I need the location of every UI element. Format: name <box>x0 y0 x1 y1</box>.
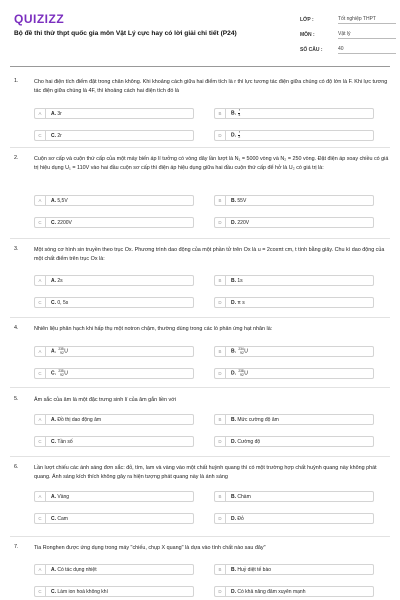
option-label: C. <box>51 219 56 226</box>
option-text: Tần số <box>57 438 73 445</box>
option-label: D. <box>231 515 236 522</box>
option-label: B. <box>231 566 236 573</box>
option-text: Đồ thị dao động âm <box>57 416 102 423</box>
option-d[interactable] <box>214 513 374 524</box>
mass-number: 238 <box>238 369 244 374</box>
option-label: B. <box>231 493 236 500</box>
option-letter: D <box>215 298 226 307</box>
mass-number: 235 <box>58 369 64 374</box>
option-text: 0, 5s <box>57 299 69 306</box>
question-number: 5. <box>14 396 19 402</box>
option-c[interactable] <box>34 297 194 308</box>
question-divider <box>10 238 390 239</box>
option-c[interactable] <box>34 586 194 597</box>
isotope-numbers <box>238 370 243 377</box>
option-b[interactable] <box>214 414 374 425</box>
meta-label: MÔN : <box>300 31 315 38</box>
option-letter: C <box>35 131 46 140</box>
option-text: Đỏ <box>237 515 244 522</box>
option-letter: B <box>215 276 226 285</box>
option-letter: C <box>35 587 46 596</box>
meta-value: Vật lý <box>338 31 396 39</box>
option-letter: B <box>215 109 226 118</box>
option-a[interactable] <box>34 414 194 425</box>
option-letter: B <box>215 196 226 205</box>
meta-row-subject <box>300 27 396 42</box>
option-c[interactable] <box>34 368 194 379</box>
option-label: A. <box>51 110 56 117</box>
question-number: 3. <box>14 246 19 252</box>
option-letter: B <box>215 492 226 501</box>
option-label: C. <box>51 515 56 522</box>
option-letter: C <box>35 298 46 307</box>
option-letter: C <box>35 369 46 378</box>
option-text: Có tác dụng nhiệt <box>57 566 97 573</box>
option-label: A. <box>51 348 56 355</box>
quizizz-logo: QUIZIZZ <box>14 12 65 26</box>
option-text: Huỷ diệt tế bào <box>237 566 272 573</box>
question-text: Cuộn sơ cấp và cuộn thứ cấp của một máy biến áp lí tưởng có vòng dây lần lượt là N₁ = 5000 vòng và N₂ = 250 vòng. Đặt điện áp xoay chiều có giá trị hiệu dụng U₁ = 110V vào hai đầu cuộn sơ cấp thì điện áp hiệu dụng giữa hai đầu cuộn thứ cấp để hở là U₂ có giá trị là: <box>34 156 389 171</box>
option-letter: D <box>215 218 226 227</box>
option-text: 5,5V <box>57 197 68 204</box>
option-a[interactable] <box>34 491 194 502</box>
option-c[interactable] <box>34 436 194 447</box>
option-d[interactable] <box>214 130 374 141</box>
option-label: A. <box>51 197 56 204</box>
option-label: D. <box>231 299 236 306</box>
option-text: 3r <box>57 110 62 117</box>
header-divider <box>10 66 390 67</box>
atomic-number: 92 <box>240 372 244 377</box>
option-label: B. <box>231 348 236 355</box>
option-text: 2s <box>57 277 63 284</box>
option-letter: C <box>35 437 46 446</box>
option-c[interactable] <box>34 130 194 141</box>
isotope-numbers <box>58 348 63 355</box>
option-label: B. <box>231 277 236 284</box>
option-b[interactable] <box>214 346 374 357</box>
option-c[interactable] <box>34 513 194 524</box>
fraction <box>238 109 240 117</box>
option-letter: A <box>35 492 46 501</box>
meta-label: SỐ CÂU : <box>300 46 323 53</box>
fraction-numerator: r <box>238 108 240 113</box>
option-letter: A <box>35 347 46 356</box>
option-label: B. <box>231 110 236 117</box>
option-label: D. <box>231 588 236 595</box>
meta-value: 40 <box>338 46 396 54</box>
option-letter: D <box>215 514 226 523</box>
option-b[interactable] <box>214 564 374 575</box>
question-number: 7. <box>14 544 19 550</box>
question-divider <box>10 387 390 388</box>
meta-label: LỚP : <box>300 16 314 23</box>
mass-number: 235 <box>58 347 64 352</box>
option-letter: A <box>35 565 46 574</box>
option-d[interactable] <box>214 586 374 597</box>
isotope-numbers <box>238 348 243 355</box>
option-label: D. <box>231 219 236 226</box>
option-text: Có khả năng đâm xuyên mạnh <box>237 588 306 595</box>
option-d[interactable] <box>214 436 374 447</box>
meta-value: Tốt nghiệp THPT <box>338 16 396 24</box>
option-d[interactable] <box>214 368 374 379</box>
option-letter: D <box>215 369 226 378</box>
option-letter: D <box>215 587 226 596</box>
option-letter: A <box>35 196 46 205</box>
option-label: C. <box>51 132 56 139</box>
element-symbol: U <box>64 348 68 355</box>
option-text: 220V <box>237 219 250 226</box>
option-letter: B <box>215 347 226 356</box>
option-label: C. <box>51 299 56 306</box>
question-text: Âm sắc của âm là một đặc trưng sinh lí của âm gắn liền với <box>34 397 176 403</box>
option-b[interactable] <box>214 195 374 206</box>
question-text: Tia Ronghen được ứng dụng trong máy "chiếu, chụp X quang" là dựa vào tính chất nào sau đây" <box>34 545 266 551</box>
element-symbol: U <box>244 348 248 355</box>
option-b[interactable] <box>214 275 374 286</box>
page-header <box>0 0 400 64</box>
element-symbol: U <box>244 370 248 377</box>
option-letter: D <box>215 437 226 446</box>
option-text: 2r <box>57 132 62 139</box>
option-d[interactable] <box>214 297 374 308</box>
option-letter: A <box>35 276 46 285</box>
question-divider <box>10 147 390 148</box>
option-c[interactable] <box>34 217 194 228</box>
option-b[interactable] <box>214 491 374 502</box>
option-text: Cường độ <box>237 438 261 445</box>
mass-number: 234 <box>238 347 244 352</box>
option-a[interactable] <box>34 108 194 119</box>
option-letter: C <box>35 218 46 227</box>
option-label: B. <box>231 197 236 204</box>
option-letter: C <box>35 514 46 523</box>
isotope-numbers <box>58 370 63 377</box>
option-a[interactable] <box>34 195 194 206</box>
option-text: 1s <box>237 277 243 284</box>
page-title: Bộ đề thi thử thpt quốc gia môn Vật Lý cực hay có lời giải chi tiết (P24) <box>14 30 237 37</box>
fraction <box>238 131 240 139</box>
option-a[interactable] <box>34 275 194 286</box>
option-text: Vàng <box>57 493 70 500</box>
question-number: 1. <box>14 78 19 84</box>
option-text: Làm ion hoá không khí <box>57 588 108 595</box>
option-a[interactable] <box>34 346 194 357</box>
question-number: 2. <box>14 155 19 161</box>
option-label: D. <box>231 438 236 445</box>
atomic-number: 92 <box>240 350 244 355</box>
option-letter: B <box>215 415 226 424</box>
question-divider <box>10 317 390 318</box>
option-text: π s <box>237 299 245 306</box>
question-text: Cho hai điện tích điểm đặt trong chân không. Khi khoảng cách giữa hai điểm tích là r thì lực tương tác điện giữa chúng có độ lớn là F. Khi lực tương tác điện giữa chúng là 4F, thì khoảng cách hai điện tích đó là <box>34 79 388 94</box>
option-label: A. <box>51 566 56 573</box>
question-divider <box>10 456 390 457</box>
option-label: D. <box>231 132 236 139</box>
option-text: Chàm <box>237 493 251 500</box>
option-label: A. <box>51 277 56 284</box>
question-text: Lần lượt chiếu các ánh sáng đơn sắc: đỏ, tím, lam và vàng vào một chất huỳnh quang thì có một trường hợp chất huỳnh quang này không phát quang. Ánh sáng kích thích không gây ra hiện tượng phát quang này là ánh sáng <box>34 465 377 480</box>
option-label: B. <box>231 416 236 423</box>
element-symbol: U <box>64 370 68 377</box>
meta-row-count <box>300 42 396 57</box>
question-number: 4. <box>14 325 19 331</box>
meta-info <box>300 12 396 57</box>
option-text: Mức cường độ âm <box>237 416 279 423</box>
question-text: Nhiên liệu phân hạch khi hấp thụ một notron chậm, thường dùng trong các lò phản ứng hạt nhân là: <box>34 326 273 332</box>
atomic-number: 92 <box>60 372 64 377</box>
option-label: D. <box>231 370 236 377</box>
option-letter: A <box>35 109 46 118</box>
option-text: Cam <box>57 515 68 522</box>
option-label: C. <box>51 438 56 445</box>
option-label: C. <box>51 588 56 595</box>
option-label: A. <box>51 416 56 423</box>
meta-row-class <box>300 12 396 27</box>
option-b[interactable] <box>214 108 374 119</box>
option-letter: A <box>35 415 46 424</box>
question-text: Một sóng cơ hình sin truyền theo trục Ox. Phương trình dao động của một phần tử trên Ox là u = 2cosπt cm, t tính bằng giây. Chu kì dao động của một chất điểm trên trục Ox là: <box>34 247 385 262</box>
option-d[interactable] <box>214 217 374 228</box>
option-a[interactable] <box>34 564 194 575</box>
option-text: 55V <box>237 197 247 204</box>
fraction-denominator: 4 <box>238 113 241 117</box>
question-number: 6. <box>14 464 19 470</box>
option-label: C. <box>51 370 56 377</box>
option-text: 2200V <box>57 219 72 226</box>
fraction-numerator: r <box>238 130 240 135</box>
fraction-denominator: 2 <box>238 135 241 139</box>
option-label: A. <box>51 493 56 500</box>
atomic-number: 92 <box>60 350 64 355</box>
option-letter: D <box>215 131 226 140</box>
option-letter: B <box>215 565 226 574</box>
question-divider <box>10 536 390 537</box>
